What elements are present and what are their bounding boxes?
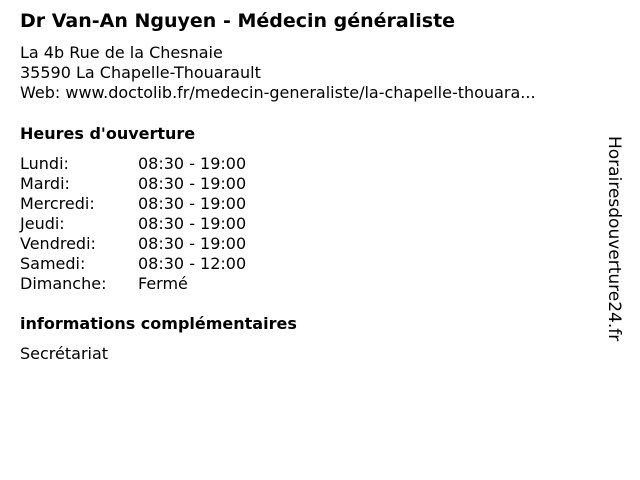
hours-value: 08:30 - 19:00 (138, 194, 247, 213)
day-label: Samedi: (20, 254, 86, 273)
hours-value: 08:30 - 12:00 (138, 254, 247, 273)
hours-row (20, 194, 246, 214)
hours-row (20, 234, 246, 254)
site-watermark: Horairesdouverture24.fr (604, 136, 624, 342)
address-block (20, 43, 536, 103)
info-heading: informations complémentaires (20, 314, 297, 333)
website-link[interactable]: Web: www.doctolib.fr/medecin-generaliste/la-chapelle-thouara... (20, 83, 536, 102)
hours-row (20, 214, 246, 234)
city-address: 35590 La Chapelle-Thouarault (20, 63, 261, 82)
hours-value: Fermé (138, 274, 188, 293)
day-label: Vendredi: (20, 234, 96, 253)
hours-row (20, 274, 246, 294)
hours-value: 08:30 - 19:00 (138, 234, 247, 253)
day-label: Dimanche: (20, 274, 107, 293)
hours-value: 08:30 - 19:00 (138, 174, 247, 193)
hours-value: 08:30 - 19:00 (138, 214, 247, 233)
hours-row (20, 254, 246, 274)
day-label: Mardi: (20, 174, 70, 193)
day-label: Lundi: (20, 154, 69, 173)
hours-table (20, 154, 246, 294)
street-address: La 4b Rue de la Chesnaie (20, 43, 223, 62)
hours-value: 08:30 - 19:00 (138, 154, 247, 173)
page-title: Dr Van-An Nguyen - Médecin généraliste (20, 10, 456, 32)
day-label: Jeudi: (20, 214, 65, 233)
hours-heading: Heures d'ouverture (20, 124, 196, 143)
info-text: Secrétariat (20, 344, 109, 363)
hours-row (20, 154, 246, 174)
hours-row (20, 174, 246, 194)
day-label: Mercredi: (20, 194, 95, 213)
